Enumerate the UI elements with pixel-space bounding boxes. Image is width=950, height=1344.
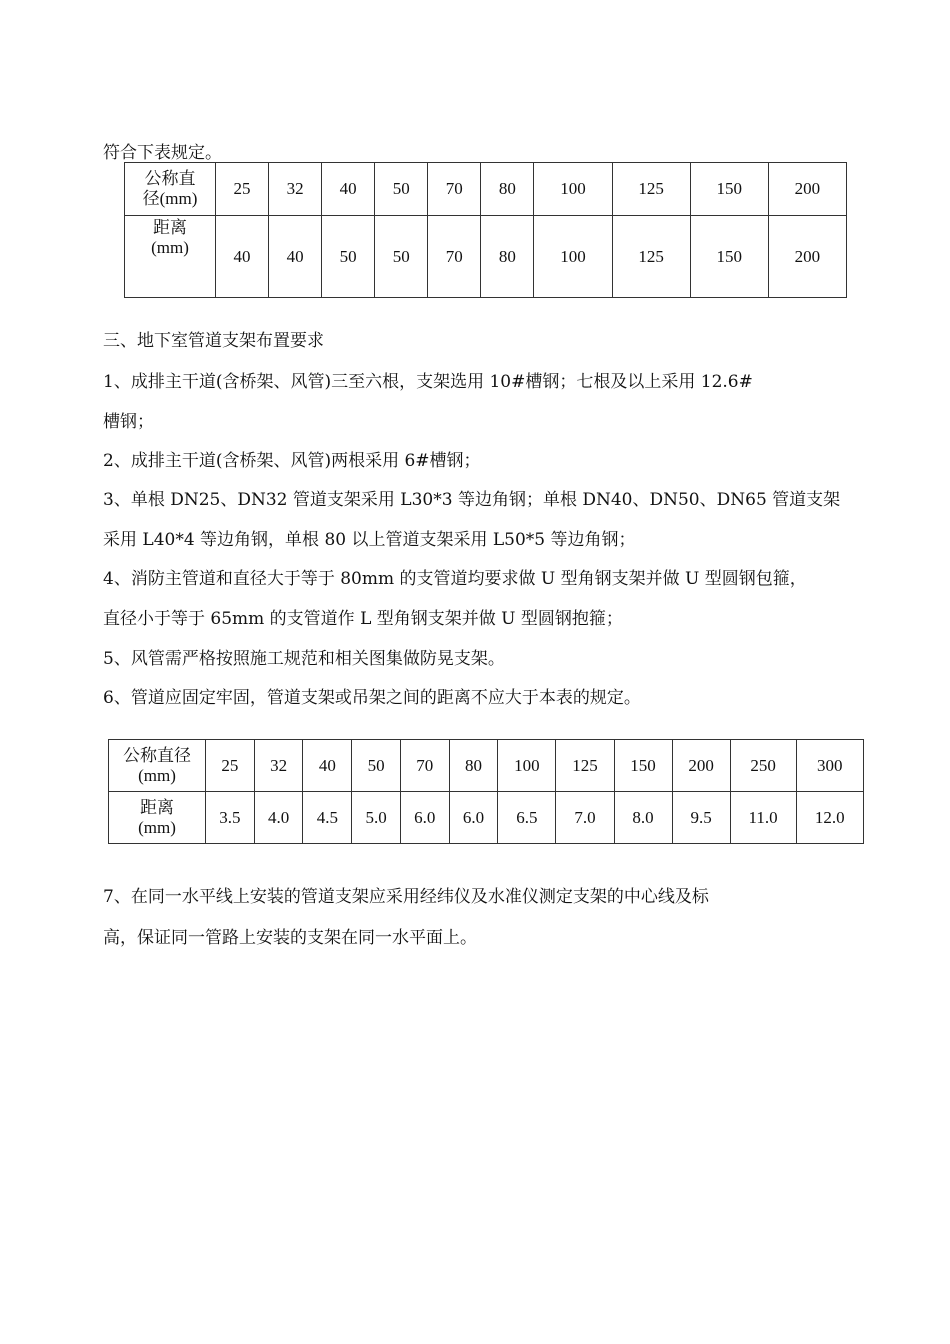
- table-cell: 40: [322, 163, 375, 216]
- table-row: [109, 792, 864, 844]
- table-cell: 100: [534, 163, 612, 216]
- table-cell: 150: [614, 740, 672, 792]
- paragraph-line: 3、单根 DN25、DN32 管道支架采用 L30*3 等边角钢；单根 DN40、DN50、DN65 管道支架: [103, 490, 841, 510]
- row-header: 距离 (mm): [125, 216, 216, 298]
- table-cell: 40: [216, 216, 269, 298]
- table-cell: 3.5: [206, 792, 255, 844]
- table-cell: 80: [449, 740, 498, 792]
- support-spacing-table-1: [124, 162, 847, 298]
- paragraph-line: 直径小于等于 65mm 的支管道作 L 型角钢支架并做 U 型圆钢抱箍；: [103, 609, 623, 629]
- table-cell: 70: [400, 740, 449, 792]
- table-cell: 8.0: [614, 792, 672, 844]
- row-header: 距离 (mm): [109, 792, 206, 844]
- table-cell: 100: [498, 740, 556, 792]
- paragraph-line: 槽钢；: [103, 412, 154, 432]
- table-cell: 4.5: [303, 792, 352, 844]
- table-cell: 100: [534, 216, 612, 298]
- paragraph-line: 6、管道应固定牢固，管道支架或吊架之间的距离不应大于本表的规定。: [103, 688, 641, 708]
- table-cell: 40: [269, 216, 322, 298]
- paragraph-line: 高，保证同一管路上安装的支架在同一水平面上。: [103, 928, 477, 948]
- paragraph-line: 1、成排主干道(含桥架、风管)三至六根，支架选用 10#槽钢；七根及以上采用 12.6#: [103, 372, 753, 392]
- table-cell: 200: [672, 740, 730, 792]
- table-row: [125, 163, 847, 216]
- table-cell: 50: [375, 216, 428, 298]
- table-cell: 6.5: [498, 792, 556, 844]
- table-cell: 80: [481, 163, 534, 216]
- table-cell: 25: [206, 740, 255, 792]
- table-cell: 11.0: [730, 792, 796, 844]
- table-cell: 40: [303, 740, 352, 792]
- table-cell: 125: [612, 216, 690, 298]
- table-row: [125, 216, 847, 298]
- section-heading: 三、地下室管道支架布置要求: [103, 331, 324, 351]
- table-cell: 70: [428, 163, 481, 216]
- table-cell: 5.0: [352, 792, 401, 844]
- table-cell: 125: [612, 163, 690, 216]
- paragraph-line: 7、在同一水平线上安装的管道支架应采用经纬仪及水准仪测定支架的中心线及标: [103, 887, 709, 907]
- table-cell: 32: [269, 163, 322, 216]
- table-cell: 300: [796, 740, 863, 792]
- table-row: [109, 740, 864, 792]
- table-cell: 7.0: [556, 792, 614, 844]
- table-cell: 150: [690, 163, 768, 216]
- table-cell: 25: [216, 163, 269, 216]
- table-cell: 6.0: [400, 792, 449, 844]
- table-cell: 150: [690, 216, 768, 298]
- table-cell: 4.0: [254, 792, 303, 844]
- table-cell: 50: [375, 163, 428, 216]
- table-cell: 6.0: [449, 792, 498, 844]
- paragraph-line: 2、成排主干道(含桥架、风管)两根采用 6#槽钢；: [103, 451, 481, 471]
- table-cell: 50: [352, 740, 401, 792]
- table-cell: 9.5: [672, 792, 730, 844]
- table-cell: 250: [730, 740, 796, 792]
- table-cell: 80: [481, 216, 534, 298]
- intro-text: 符合下表规定。: [103, 143, 222, 163]
- paragraph-line: 采用 L40*4 等边角钢，单根 80 以上管道支架采用 L50*5 等边角钢；: [103, 530, 636, 550]
- table-cell: 125: [556, 740, 614, 792]
- row-header: 公称直 径(mm): [125, 163, 216, 216]
- table-cell: 70: [428, 216, 481, 298]
- paragraph-line: 5、风管需严格按照施工规范和相关图集做防晃支架。: [103, 649, 505, 669]
- table-cell: 200: [768, 216, 846, 298]
- table-cell: 32: [254, 740, 303, 792]
- row-header: 公称直径 (mm): [109, 740, 206, 792]
- table-cell: 12.0: [796, 792, 863, 844]
- support-spacing-table-2: [108, 739, 864, 844]
- table-cell: 200: [768, 163, 846, 216]
- paragraph-line: 4、消防主管道和直径大于等于 80mm 的支管道均要求做 U 型角钢支架并做 U 型圆钢包箍，: [103, 569, 807, 589]
- table-cell: 50: [322, 216, 375, 298]
